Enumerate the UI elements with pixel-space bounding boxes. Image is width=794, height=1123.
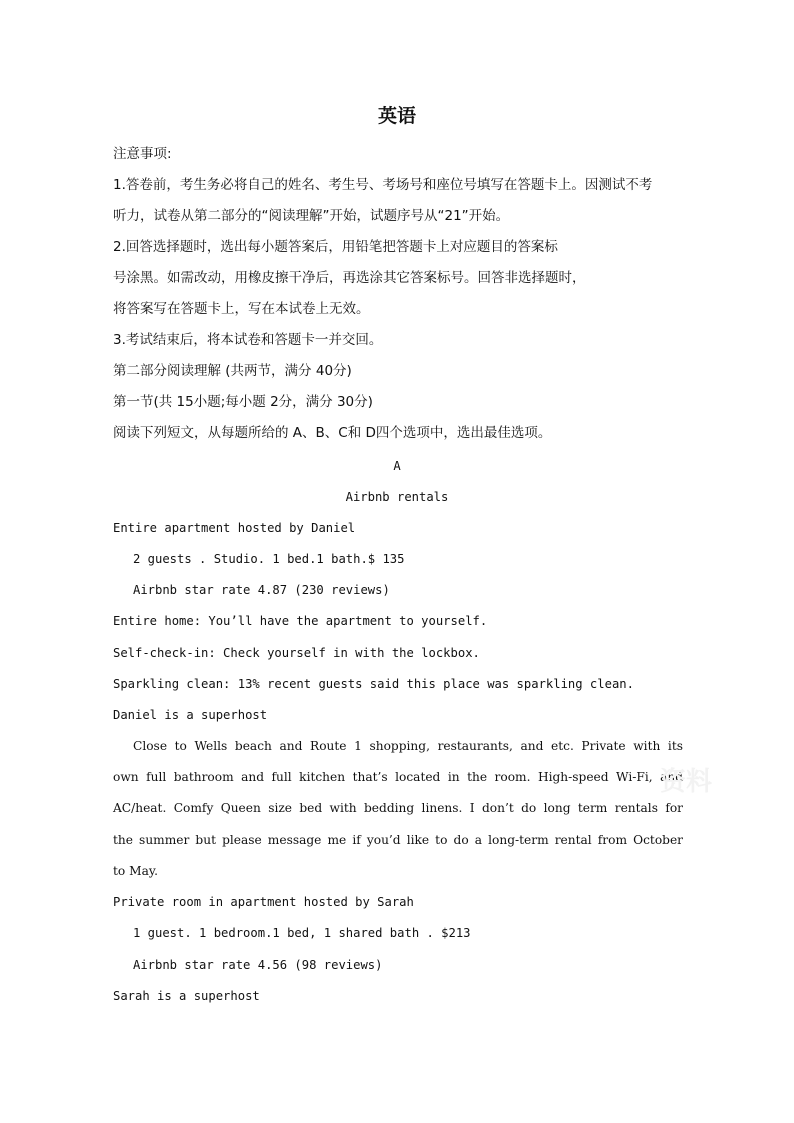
listing-1-description-line-3: AC/heat. Comfy Queen size bed with bedding linens. I don’t do long term rentals for xyxy=(113,801,683,815)
listing-1-host-status: Daniel is a superhost xyxy=(113,708,268,722)
listing-1-rating: Airbnb star rate 4.87 (230 reviews) xyxy=(133,583,390,597)
passage-title: Airbnb rentals xyxy=(345,490,449,504)
section-heading: 第一节(共 15小题;每小题 2分，满分 30分) xyxy=(113,394,373,410)
instruction-line-4: 号涂黑。如需改动，用橡皮擦干净后，再选涂其它答案标号。回答非选择题时， xyxy=(113,270,586,286)
listing-1-description-line-2: own full bathroom and full kitchen that’s located in the room. High-speed Wi-Fi, and xyxy=(113,770,683,784)
instructions-heading: 注意事项: xyxy=(113,146,172,162)
listing-1-heading: Entire apartment hosted by Daniel xyxy=(113,521,356,535)
reading-directions: 阅读下列短文，从每题所给的 A、B、C和 D四个选项中，选出最佳选项。 xyxy=(113,425,552,441)
listing-1-feature-sparkling-clean: Sparkling clean: 13% recent guests said this place was sparkling clean. xyxy=(113,677,634,691)
listing-1-description-line-1: Close to Wells beach and Route 1 shopping, restaurants, and etc. Private with its xyxy=(133,739,683,753)
listing-1-description-line-4: the summer but please message me if you’d like to do a long-term rental from October xyxy=(113,833,683,847)
listing-1-summary: 2 guests . Studio. 1 bed.1 bath.$ 135 xyxy=(133,552,405,566)
listing-2-rating: Airbnb star rate 4.56 (98 reviews) xyxy=(133,958,383,972)
faint-watermark: 资料 xyxy=(660,767,713,797)
listing-1-feature-self-check-in: Self-check-in: Check yourself in with the lockbox. xyxy=(113,646,480,660)
listing-2-host-status: Sarah is a superhost xyxy=(113,989,260,1003)
listing-1-feature-entire-home: Entire home: You’ll have the apartment to yourself. xyxy=(113,614,488,628)
instruction-line-6: 3.考试结束后，将本试卷和答题卡一并交回。 xyxy=(113,332,383,348)
listing-2-summary: 1 guest. 1 bedroom.1 bed, 1 shared bath . $213 xyxy=(133,926,471,940)
part-heading: 第二部分阅读理解 (共两节，满分 40分) xyxy=(113,363,352,379)
listing-2-heading: Private room in apartment hosted by Sarah xyxy=(113,895,414,909)
passage-label: A xyxy=(393,459,401,473)
instruction-line-5: 将答案写在答题卡上，写在本试卷上无效。 xyxy=(113,301,370,317)
instruction-line-1: 1.答卷前，考生务必将自己的姓名、考生号、考场号和座位号填写在答题卡上。因测试不考 xyxy=(113,177,653,193)
instruction-line-3: 2.回答选择题时，选出每小题答案后，用铅笔把答题卡上对应题目的答案标 xyxy=(113,239,558,255)
document-title: 英语 xyxy=(377,105,416,127)
listing-1-description-line-5: to May. xyxy=(113,864,158,878)
instruction-line-2: 听力，试卷从第二部分的“阅读理解”开始，试题序号从“21”开始。 xyxy=(113,208,510,224)
